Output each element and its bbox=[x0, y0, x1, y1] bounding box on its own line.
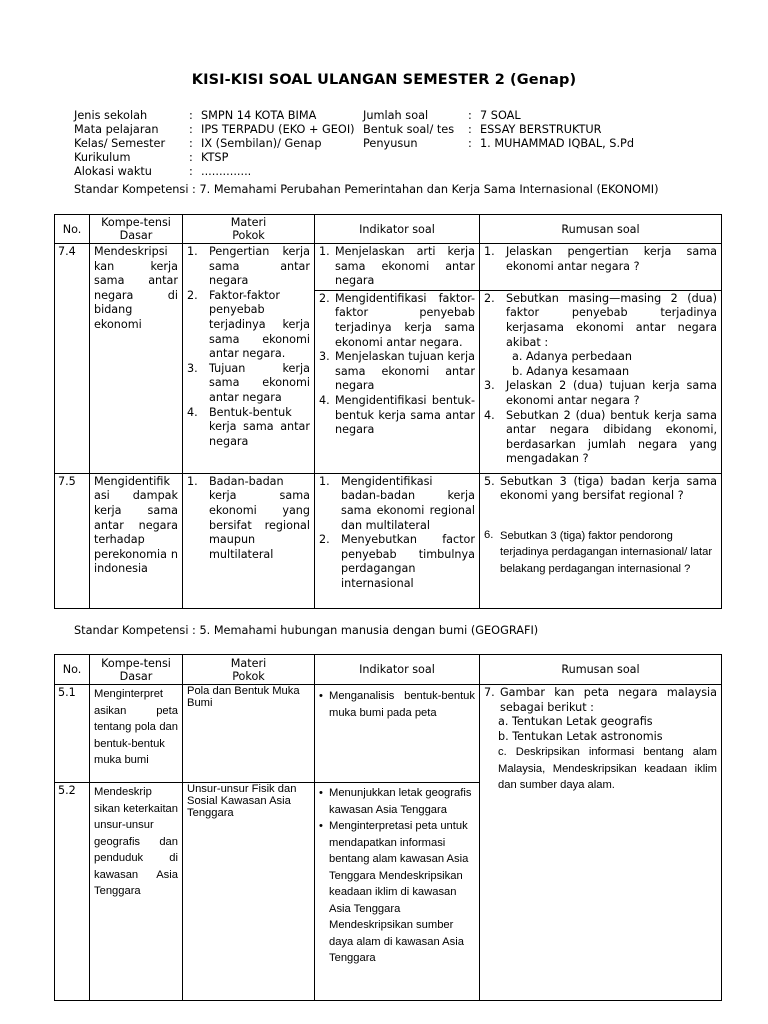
indikator-soal: • Menunjukkan letak geografis kawasan Asia Tenggara • Menginterpretasi peta untuk mendapatkan informasi bentang alam kawasan Asia Tenggara Mendeskripsikan keadaan iklim di kawasan Asia Tenggara Mendeskripsikan sumber daya alam di kawasan Asia Tenggara bbox=[315, 783, 480, 1001]
header-materi: Materi Pokok bbox=[183, 655, 315, 685]
info-value: IX (Sembilan)/ Genap bbox=[201, 137, 322, 150]
kd-number: 5.2 bbox=[55, 783, 90, 1001]
header-rumusan: Rumusan soal bbox=[480, 215, 722, 244]
info-value: KTSP bbox=[201, 151, 229, 164]
table-row bbox=[55, 244, 722, 291]
info-label: Jumlah soal bbox=[363, 109, 429, 122]
indikator-soal: 2. Mengidentifikasi faktor-faktor penyebab terjadinya kerja sama ekonomi antar negara. 3. Menjelaskan tujuan kerja sama ekonomi antar negara 4. Mengidentifikasi bentuk-bentuk kerja sama antar negara bbox=[315, 290, 480, 473]
bullet-icon: • bbox=[319, 820, 323, 832]
table-header-row bbox=[55, 215, 722, 244]
indikator-soal: 1. Menjelaskan arti kerja sama ekonomi antar negara bbox=[315, 244, 480, 291]
info-label: Kelas/ Semester bbox=[74, 137, 166, 150]
kompetensi-dasar: Mendeskrip sikan keterkaitan unsur-unsur geografis dan penduduk di kawasan Asia Tenggara bbox=[90, 783, 183, 1001]
info-value: IPS TERPADU (EKO + GEOI) bbox=[201, 123, 355, 136]
kompetensi-dasar: Mendeskripsi kan kerja sama antar negara di bidang ekonomi bbox=[90, 244, 183, 474]
header-indikator: Indikator soal bbox=[315, 215, 480, 244]
kd-number: 5.1 bbox=[55, 685, 90, 783]
table-row bbox=[55, 685, 722, 783]
bullet-icon: • bbox=[319, 787, 323, 799]
info-label: Alokasi waktu bbox=[74, 165, 152, 178]
header-indikator: Indikator soal bbox=[315, 655, 480, 685]
header-kompetensi: Kompe-tensi Dasar bbox=[90, 655, 183, 685]
bullet-icon: • bbox=[319, 690, 323, 702]
table-header-row bbox=[55, 655, 722, 685]
rumusan-soal: 5. Sebutkan 3 (tiga) badan kerja sama ekonomi yang bersifat regional ? 6. Sebutkan 3 (tiga) faktor pendorong terjadinya perdagangan internasional/ latar belakang perdagangan internasional ? bbox=[480, 473, 722, 608]
rumusan-soal: 7. Gambar kan peta negara malaysia sebagai berikut : a. Tentukan Letak geografis b. Tentukan Letak astronomis c. Deskripsikan informasi bentang alam Malaysia, Mendeskripsikan keadaan iklim dan sumber daya alam. bbox=[480, 685, 722, 1001]
kompetensi-dasar: Menginterpret asikan peta tentang pola dan bentuk-bentuk muka bumi bbox=[90, 685, 183, 783]
standar-kompetensi-geografi: Standar Kompetensi : 5. Memahami hubungan manusia dengan bumi (GEOGRAFI) bbox=[74, 624, 539, 637]
header-no: No. bbox=[55, 655, 90, 685]
indikator-soal: • Menganalisis bentuk-bentuk muka bumi pada peta bbox=[315, 685, 480, 783]
materi-pokok: Unsur-unsur Fisik dan Sosial Kawasan Asia Tenggara bbox=[183, 783, 315, 1001]
info-label: Kurikulum bbox=[74, 151, 131, 164]
school-info-right: Jumlah soal : 7 SOAL Bentuk soal/ tes : ESSAY BERSTRUKTUR Penyusun : 1. MUHAMMAD IQBAL, S.Pd bbox=[363, 109, 635, 150]
materi-pokok: Pola dan Bentuk Muka Bumi bbox=[183, 685, 315, 783]
header-rumusan: Rumusan soal bbox=[480, 655, 722, 685]
materi-pokok: 1. Pengertian kerja sama antar negara 2. Faktor-faktor penyebab terjadinya kerja sama ekonomi antar negara. 3. Tujuan kerja sama ekonomi antar negara 4. Bentuk-bentuk kerja sama antar negara bbox=[183, 244, 315, 474]
table-row bbox=[55, 473, 722, 608]
standar-kompetensi-ekonomi: Standar Kompetensi : 7. Memahami Perubahan Pemerintahan dan Kerja Sama Internasional (EKONOMI) bbox=[74, 183, 659, 196]
info-label: Penyusun bbox=[363, 137, 418, 150]
kd-number: 7.4 bbox=[55, 244, 90, 474]
info-label: Jenis sekolah bbox=[74, 109, 148, 122]
info-value: ESSAY BERSTRUKTUR bbox=[480, 123, 602, 136]
info-label: Mata pelajaran bbox=[74, 123, 159, 136]
kd-number: 7.5 bbox=[55, 473, 90, 608]
info-value: .............. bbox=[201, 165, 252, 178]
header-no: No. bbox=[55, 215, 90, 244]
info-value: 1. MUHAMMAD IQBAL, S.Pd bbox=[480, 137, 635, 150]
kisi-table-geografi bbox=[54, 654, 722, 1001]
info-value: 7 SOAL bbox=[480, 109, 521, 122]
header-kompetensi: Kompe-tensi Dasar bbox=[90, 215, 183, 244]
kompetensi-dasar: Mengidentifik asi dampak kerja sama antar negara terhadap perekonomia n indonesia bbox=[90, 473, 183, 608]
indikator-soal: 1. Mengidentifikasi badan-badan kerja sama ekonomi regional dan multilateral 2. Menyebutkan factor penyebab timbulnya perdagangan internasional bbox=[315, 473, 480, 608]
info-value: SMPN 14 KOTA BIMA bbox=[201, 109, 317, 122]
header-materi: Materi Pokok bbox=[183, 215, 315, 244]
kisi-table-ekonomi bbox=[54, 214, 722, 609]
materi-pokok: 1. Badan-badan kerja sama ekonomi yang bersifat regional maupun multilateral bbox=[183, 473, 315, 608]
rumusan-soal: 1. Jelaskan pengertian kerja sama ekonomi antar negara ? bbox=[480, 244, 722, 291]
info-label: Bentuk soal/ tes bbox=[363, 123, 455, 136]
school-info-left: Jenis sekolah : SMPN 14 KOTA BIMA Mata pelajaran : IPS TERPADU (EKO + GEOI) Kelas/ Semester : IX (Sembilan)/ Genap Kurikulum : KTSP Alokasi waktu : .............. bbox=[74, 109, 355, 178]
rumusan-soal: 2. Sebutkan masing—masing 2 (dua) faktor penyebab terjadinya kerjasama ekonomi antar negara akibat : a. Adanya perbedaan b. Adanya kesamaan 3. Jelaskan 2 (dua) tujuan kerja sama ekonomi antar negara ? 4. Sebutkan 2 (dua) bentuk kerja sama antar negara dibidang ekonomi, berdasarkan jumlah negara yang mengadakan ? bbox=[480, 290, 722, 473]
document-title: KISI-KISI SOAL ULANGAN SEMESTER 2 (Genap) bbox=[191, 72, 577, 88]
